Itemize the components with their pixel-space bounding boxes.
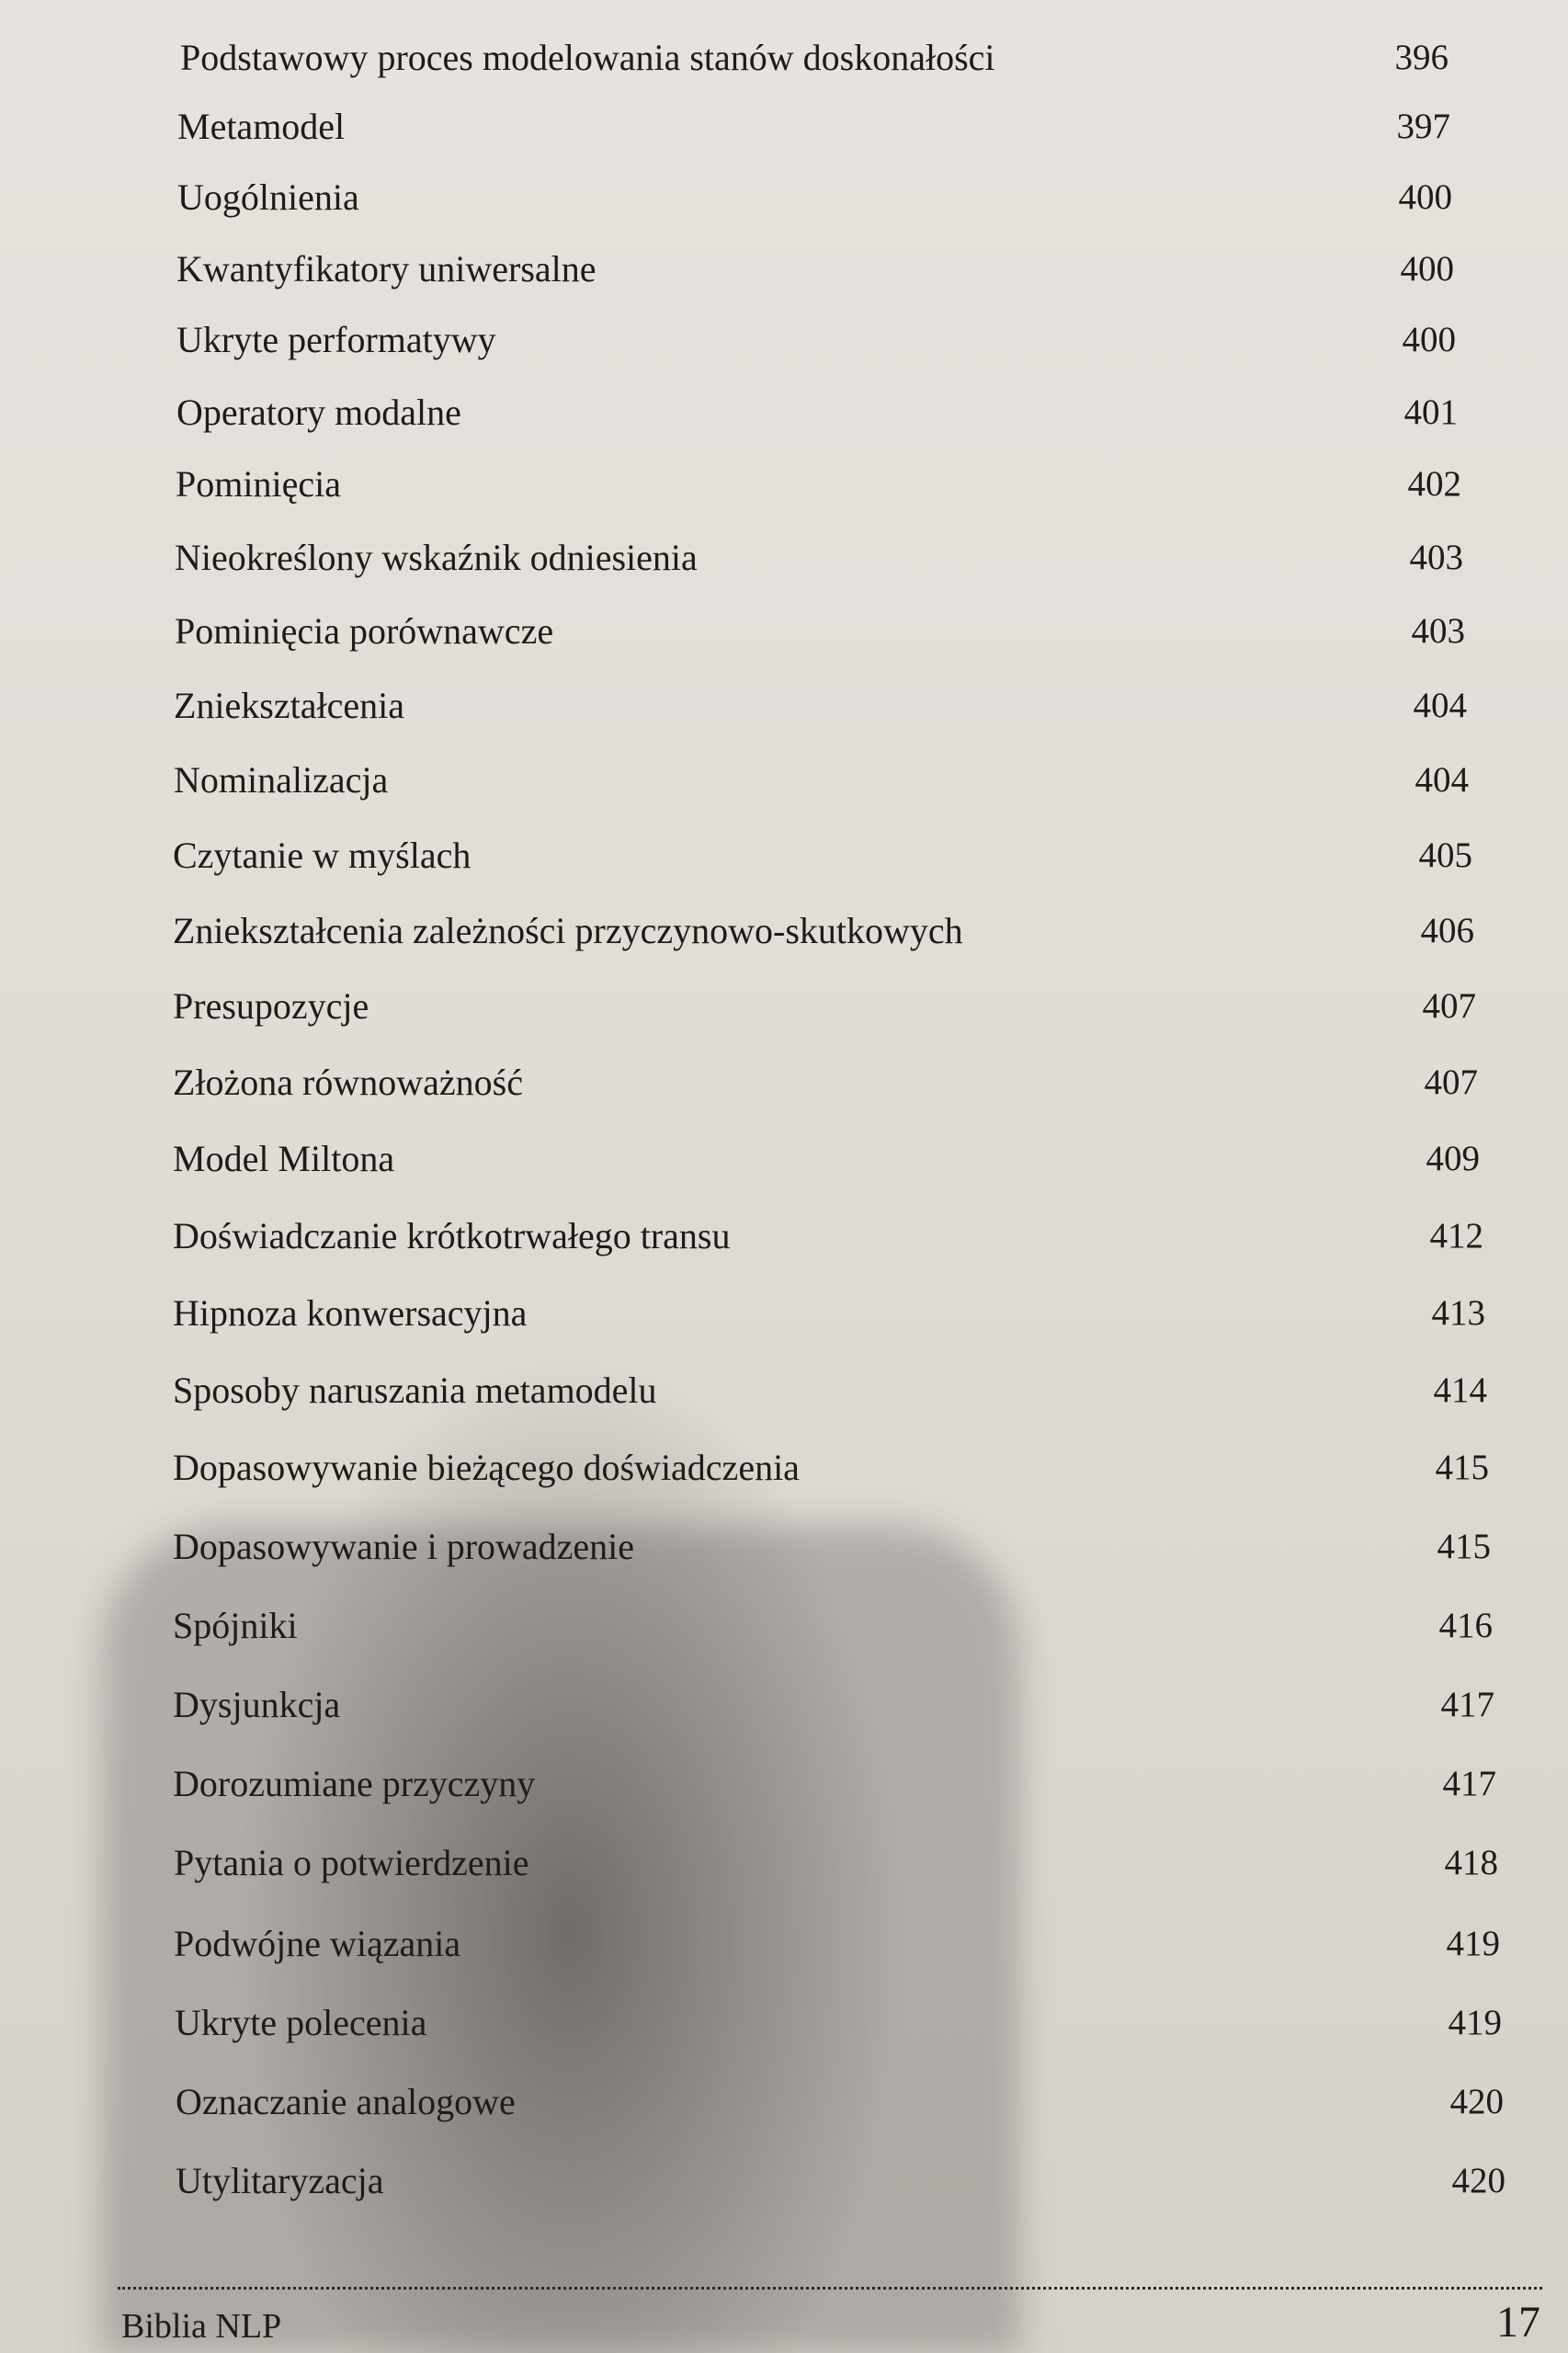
toc-entry-title: Ukryte polecenia xyxy=(175,2002,427,2043)
toc-entry xyxy=(0,452,1568,517)
toc-entry-page: 407 xyxy=(1422,986,1476,1026)
toc-entry xyxy=(0,381,1568,445)
toc-entry xyxy=(0,1831,1568,1895)
toc-entry-page: 420 xyxy=(1451,2161,1506,2200)
toc-entry xyxy=(0,1127,1568,1191)
toc-entry-title: Pytania o potwierdzenie xyxy=(174,1842,529,1883)
toc-entry-title: Nominalizacja xyxy=(174,759,389,801)
toc-entry-title: Nieokreślony wskaźnik odniesienia xyxy=(175,537,698,578)
toc-entry-page: 414 xyxy=(1433,1370,1487,1410)
toc-entry xyxy=(0,1673,1568,1737)
toc-entry-title: Doświadczanie krótkotrwałego transu xyxy=(173,1215,731,1256)
toc-entry-title: Podwójne wiązania xyxy=(174,1923,461,1964)
footer-page-number: 17 xyxy=(1496,2298,1540,2347)
toc-entry xyxy=(0,674,1568,738)
toc-entry-title: Uogólnienia xyxy=(177,176,359,218)
toc-entry-title: Ukryte performatywy xyxy=(176,319,496,360)
toc-entry-title: Dysjunkcja xyxy=(173,1684,341,1725)
toc-entry-page: 415 xyxy=(1435,1448,1489,1487)
footer-divider xyxy=(118,2287,1542,2290)
toc-entry-title: Dorozumiane przyczyny xyxy=(173,1763,536,1804)
toc-entry-page: 417 xyxy=(1442,1764,1496,1803)
toc-entry xyxy=(0,824,1568,888)
toc-entry xyxy=(0,1752,1568,1816)
toc-entry-page: 419 xyxy=(1448,2003,1502,2042)
toc-entry-title: Presupozycje xyxy=(173,985,369,1027)
toc-entry xyxy=(0,899,1568,963)
toc-entry-page: 401 xyxy=(1403,392,1458,432)
toc-entry-page: 400 xyxy=(1402,320,1456,359)
toc-entry-page: 416 xyxy=(1438,1606,1493,1645)
toc-entry-title: Dopasowywanie bieżącego doświadczenia xyxy=(173,1447,800,1488)
toc-entry-title: Zniekształcenia zależności przyczynowo-skutkowych xyxy=(173,910,963,951)
toc-entry-title: Dopasowywanie i prowadzenie xyxy=(173,1526,635,1567)
toc-entry-page: 396 xyxy=(1394,38,1449,77)
toc-entry xyxy=(0,1436,1568,1500)
toc-entry-title: Złożona równoważność xyxy=(173,1062,523,1103)
toc-entry-title: Podstawowy proces modelowania stanów doskonałości xyxy=(180,37,995,78)
toc-entry-title: Zniekształcenia xyxy=(174,685,404,726)
toc-entry-page: 413 xyxy=(1431,1293,1485,1333)
toc-entry-page: 403 xyxy=(1409,538,1463,577)
toc-entry xyxy=(0,95,1568,159)
toc-entry-title: Czytanie w myślach xyxy=(173,835,472,876)
toc-entry xyxy=(0,237,1568,301)
toc-entry-title: Sposoby naruszania metamodelu xyxy=(173,1370,657,1411)
toc-entry xyxy=(0,526,1568,590)
toc-entry-page: 405 xyxy=(1418,835,1472,875)
toc-entry-title: Oznaczanie analogowe xyxy=(176,2081,516,2122)
toc-entry-page: 420 xyxy=(1449,2082,1504,2121)
toc-entry-page: 404 xyxy=(1413,686,1467,725)
toc-entry xyxy=(0,1051,1568,1115)
toc-entry-page: 400 xyxy=(1400,249,1454,289)
toc-entry-page: 397 xyxy=(1396,107,1450,146)
footer-book-title: Biblia NLP xyxy=(121,2307,282,2346)
toc-entry-title: Kwantyfikatory uniwersalne xyxy=(176,248,597,290)
toc-entry-page: 404 xyxy=(1415,760,1469,800)
toc-entry-page: 419 xyxy=(1446,1924,1500,1963)
toc-entry-title: Model Miltona xyxy=(173,1138,395,1179)
toc-entry-title: Pominięcia xyxy=(176,463,341,505)
toc-entry-page: 417 xyxy=(1440,1685,1494,1724)
toc-entry xyxy=(0,599,1568,664)
toc-entry-title: Hipnoza konwersacyjna xyxy=(173,1292,528,1334)
toc-entry-page: 407 xyxy=(1424,1063,1478,1102)
toc-entry-title: Spójniki xyxy=(173,1605,298,1646)
toc-entry-title: Operatory modalne xyxy=(176,392,461,433)
toc-entry-title: Utylitaryzacja xyxy=(176,2160,384,2201)
toc-entry xyxy=(0,165,1568,230)
toc-entry xyxy=(0,974,1568,1039)
toc-entry xyxy=(0,26,1568,90)
toc-entry xyxy=(0,2070,1568,2134)
toc-entry xyxy=(0,1515,1568,1579)
toc-entry-page: 402 xyxy=(1407,464,1461,504)
toc-entry-title: Pominięcia porównawcze xyxy=(175,610,554,652)
toc-entry-page: 409 xyxy=(1426,1139,1480,1178)
toc-entry xyxy=(0,308,1568,372)
toc-entry-page: 400 xyxy=(1398,177,1452,217)
toc-entry-page: 418 xyxy=(1444,1843,1498,1882)
toc-entry xyxy=(0,2149,1568,2213)
toc-entry-page: 412 xyxy=(1429,1216,1483,1256)
toc-entry xyxy=(0,1594,1568,1658)
toc-entry xyxy=(0,1991,1568,2055)
toc-entry-title: Metamodel xyxy=(177,106,346,147)
toc-entry xyxy=(0,1358,1568,1423)
toc-entry-page: 415 xyxy=(1437,1527,1491,1566)
toc-entry xyxy=(0,1281,1568,1346)
toc-entry xyxy=(0,1912,1568,1976)
toc-entry-page: 406 xyxy=(1420,911,1474,950)
toc-entry-page: 403 xyxy=(1411,611,1465,651)
toc-entry xyxy=(0,748,1568,813)
toc-entry xyxy=(0,1204,1568,1268)
